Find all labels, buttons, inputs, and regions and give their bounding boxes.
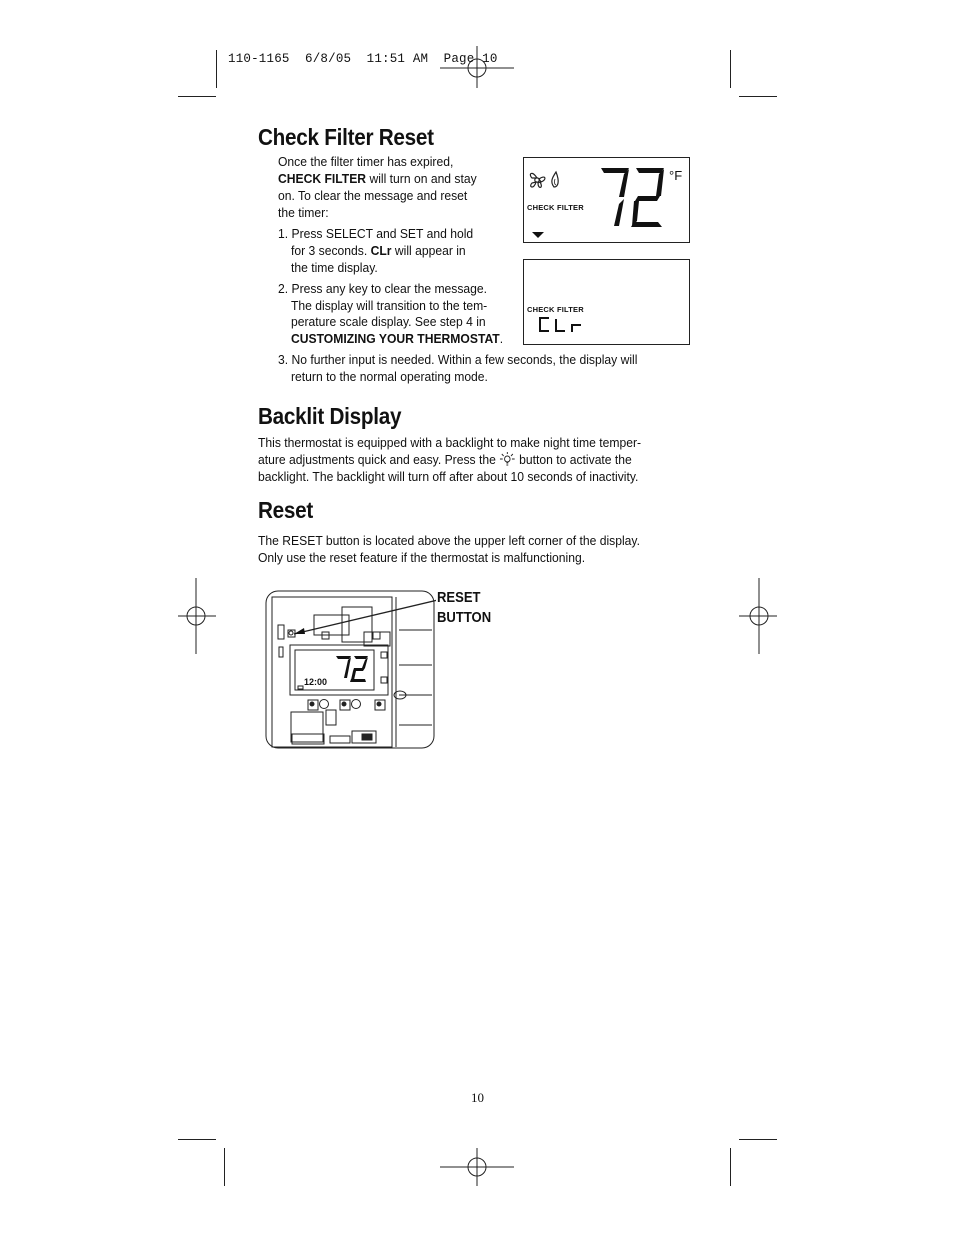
step3-line-1: 3. No further input is needed. Within a few seconds, the display will [278, 352, 638, 367]
down-arrow-icon [532, 232, 544, 238]
step2-line-2: The display will transition to the tem- [291, 298, 488, 313]
step1-line-1: 1. Press SELECT and SET and hold [278, 226, 474, 241]
clr-code-digits [538, 316, 584, 334]
backlit-heading: Backlit Display [258, 403, 402, 429]
intro-line-2: CHECK FILTER will turn on and stay [278, 171, 477, 186]
page-number: 10 [471, 1090, 484, 1105]
step2-line-4: CUSTOMIZING YOUR THERMOSTAT. [291, 331, 504, 346]
check-filter-message: CHECK FILTER [527, 203, 584, 212]
device-time: 12:00 [304, 677, 328, 687]
step1-line-3: the time display. [291, 260, 378, 275]
step2-line-3: perature scale display. See step 4 in [291, 314, 486, 329]
lcd-check-filter-temp [523, 157, 690, 243]
thermostat-illustration [264, 590, 436, 750]
backlit-line-2: ature adjustments quick and easy. Press the button to activate the [258, 452, 632, 467]
intro-line-3: on. To clear the message and reset [278, 188, 468, 203]
reset-line-1: The RESET button is located above the upper left corner of the display. [258, 533, 640, 548]
intro-line-1: Once the filter timer has expired, [278, 154, 454, 169]
fan-icon [526, 168, 564, 192]
backlit-line-3: backlight. The backlight will turn off after about 10 seconds of inactivity. [258, 469, 639, 484]
reset-callout-line-2: BUTTON [437, 610, 492, 626]
temp-unit: °F [669, 168, 683, 183]
check-filter-message-2: CHECK FILTER [527, 305, 584, 314]
check-filter-heading: Check Filter Reset [258, 124, 434, 150]
light-bulb-icon [499, 452, 516, 466]
step1-line-2: for 3 seconds. CLr will appear in [291, 243, 466, 258]
print-slug: 110-1165 6/8/05 11:51 AM Page 10 [228, 52, 498, 66]
reset-heading: Reset [258, 497, 314, 523]
temp-digits [600, 166, 666, 228]
backlit-line-1: This thermostat is equipped with a backlight to make night time temper- [258, 435, 642, 450]
reset-callout-line-1: RESET [437, 590, 481, 606]
lcd-check-filter-clr [523, 259, 690, 345]
intro-line-4: the timer: [278, 205, 329, 220]
reset-line-2: Only use the reset feature if the thermostat is malfunctioning. [258, 550, 586, 565]
step3-line-2: return to the normal operating mode. [291, 369, 488, 384]
step2-line-1: 2. Press any key to clear the message. [278, 281, 488, 296]
